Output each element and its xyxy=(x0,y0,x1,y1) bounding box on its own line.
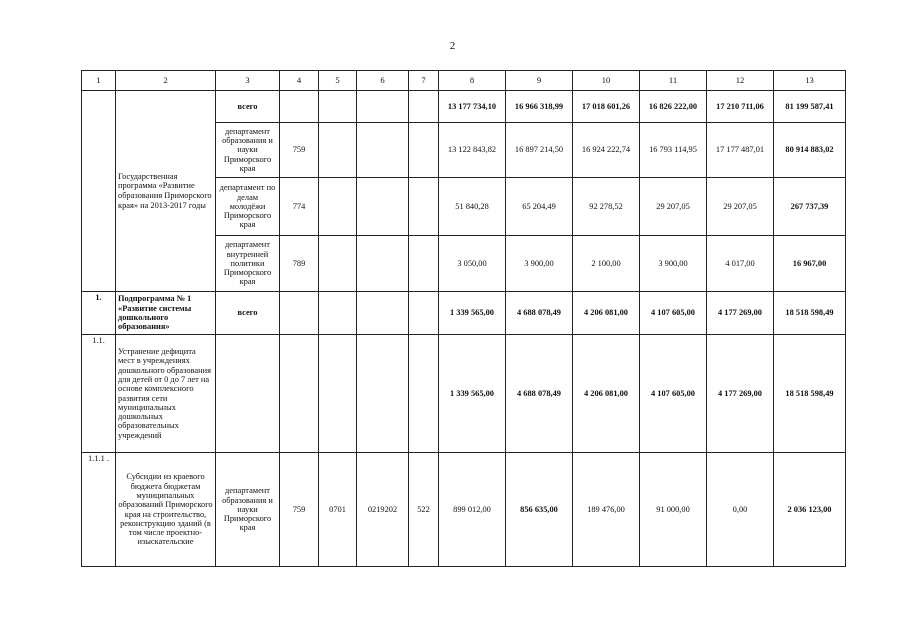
vr-cell xyxy=(409,236,439,292)
grbs-cell xyxy=(280,292,319,335)
rz-cell xyxy=(319,123,357,178)
row-number: 1.1.1 . xyxy=(82,453,116,567)
value-cell: 4 688 078,49 xyxy=(506,335,573,453)
csr-cell xyxy=(357,178,409,236)
csr-cell: 0219202 xyxy=(357,453,409,567)
row-number: 1.1. xyxy=(82,335,116,453)
page-number: 2 xyxy=(449,40,456,52)
table-row xyxy=(82,453,846,567)
col-header: 6 xyxy=(357,71,409,91)
value-cell: 29 207,05 xyxy=(640,178,707,236)
value-cell: 16 897 214,50 xyxy=(506,123,573,178)
item-name: Устранение дефицита мест в учреждениях дошкольного образования для детей от 0 до 7 лет на основе комплексного развития сети муниципальных дошкольных образовательных учреждений xyxy=(116,335,216,453)
value-cell: 4 206 081,00 xyxy=(573,292,640,335)
value-cell: 13 177 734,10 xyxy=(439,91,506,123)
col-header: 1 xyxy=(82,71,116,91)
vr-cell xyxy=(409,91,439,123)
executor-cell: всего xyxy=(216,91,280,123)
value-cell: 29 207,05 xyxy=(707,178,774,236)
grbs-cell xyxy=(280,335,319,453)
value-cell: 16 793 114,95 xyxy=(640,123,707,178)
rz-cell xyxy=(319,335,357,453)
rz-cell xyxy=(319,292,357,335)
table-row xyxy=(82,91,846,123)
value-cell: 17 177 487,01 xyxy=(707,123,774,178)
col-header: 13 xyxy=(774,71,846,91)
value-cell: 1 339 565,00 xyxy=(439,335,506,453)
vr-cell xyxy=(409,123,439,178)
col-header: 12 xyxy=(707,71,774,91)
value-cell: 856 635,00 xyxy=(506,453,573,567)
budget-table xyxy=(81,70,846,567)
col-header: 3 xyxy=(216,71,280,91)
value-cell: 4 017,00 xyxy=(707,236,774,292)
rz-cell: 0701 xyxy=(319,453,357,567)
value-cell: 17 018 601,26 xyxy=(573,91,640,123)
value-cell: 80 914 883,02 xyxy=(774,123,846,178)
col-header: 4 xyxy=(280,71,319,91)
col-header: 2 xyxy=(116,71,216,91)
col-header: 10 xyxy=(573,71,640,91)
value-cell: 4 688 078,49 xyxy=(506,292,573,335)
executor-cell: департамент по делам молодёжи Приморского края xyxy=(216,178,280,236)
subprogram-name: Подпрограмма № 1 «Развитие системы дошкольного образования» xyxy=(116,292,216,335)
value-cell: 81 199 587,41 xyxy=(774,91,846,123)
csr-cell xyxy=(357,335,409,453)
grbs-cell: 759 xyxy=(280,453,319,567)
vr-cell xyxy=(409,335,439,453)
vr-cell xyxy=(409,178,439,236)
program-num-cell xyxy=(82,91,116,292)
executor-cell: департамент образования и науки Приморского края xyxy=(216,453,280,567)
executor-cell: всего xyxy=(216,292,280,335)
value-cell: 4 206 081,00 xyxy=(573,335,640,453)
grbs-cell: 774 xyxy=(280,178,319,236)
value-cell: 2 036 123,00 xyxy=(774,453,846,567)
rz-cell xyxy=(319,236,357,292)
executor-cell xyxy=(216,335,280,453)
value-cell: 91 000,00 xyxy=(640,453,707,567)
value-cell: 267 737,39 xyxy=(774,178,846,236)
value-cell: 2 100,00 xyxy=(573,236,640,292)
value-cell: 3 050,00 xyxy=(439,236,506,292)
value-cell: 16 924 222,74 xyxy=(573,123,640,178)
value-cell: 899 012,00 xyxy=(439,453,506,567)
value-cell: 16 966 318,99 xyxy=(506,91,573,123)
value-cell: 51 840,28 xyxy=(439,178,506,236)
value-cell: 0,00 xyxy=(707,453,774,567)
item-name: Субсидии из краевого бюджета бюджетам муниципальных образований Приморского края на строительство, реконструкцию зданий (в том числе проектно-изыскательские xyxy=(116,453,216,567)
value-cell: 1 339 565,00 xyxy=(439,292,506,335)
value-cell: 3 900,00 xyxy=(640,236,707,292)
grbs-cell: 789 xyxy=(280,236,319,292)
value-cell: 4 177 269,00 xyxy=(707,292,774,335)
header-row xyxy=(82,71,846,91)
value-cell: 3 900,00 xyxy=(506,236,573,292)
col-header: 9 xyxy=(506,71,573,91)
value-cell: 4 107 605,00 xyxy=(640,292,707,335)
value-cell: 16 967,00 xyxy=(774,236,846,292)
vr-cell: 522 xyxy=(409,453,439,567)
value-cell: 18 518 598,49 xyxy=(774,292,846,335)
value-cell: 65 204,49 xyxy=(506,178,573,236)
vr-cell xyxy=(409,292,439,335)
csr-cell xyxy=(357,236,409,292)
value-cell: 189 476,00 xyxy=(573,453,640,567)
csr-cell xyxy=(357,123,409,178)
value-cell: 16 826 222,00 xyxy=(640,91,707,123)
value-cell: 18 518 598,49 xyxy=(774,335,846,453)
grbs-cell: 759 xyxy=(280,123,319,178)
col-header: 11 xyxy=(640,71,707,91)
csr-cell xyxy=(357,91,409,123)
row-number: 1. xyxy=(82,292,116,335)
executor-cell: департамент образования и науки Приморского края xyxy=(216,123,280,178)
csr-cell xyxy=(357,292,409,335)
value-cell: 13 122 843,82 xyxy=(439,123,506,178)
executor-cell: департамент внутренней политики Приморского края xyxy=(216,236,280,292)
col-header: 7 xyxy=(409,71,439,91)
value-cell: 4 177 269,00 xyxy=(707,335,774,453)
table-row xyxy=(82,335,846,453)
table-row xyxy=(82,292,846,335)
rz-cell xyxy=(319,91,357,123)
col-header: 8 xyxy=(439,71,506,91)
value-cell: 4 107 605,00 xyxy=(640,335,707,453)
program-name: Государственная программа «Развитие образования Приморского края» на 2013-2017 годы xyxy=(116,91,216,292)
value-cell: 92 278,52 xyxy=(573,178,640,236)
value-cell: 17 210 711,06 xyxy=(707,91,774,123)
rz-cell xyxy=(319,178,357,236)
col-header: 5 xyxy=(319,71,357,91)
grbs-cell xyxy=(280,91,319,123)
